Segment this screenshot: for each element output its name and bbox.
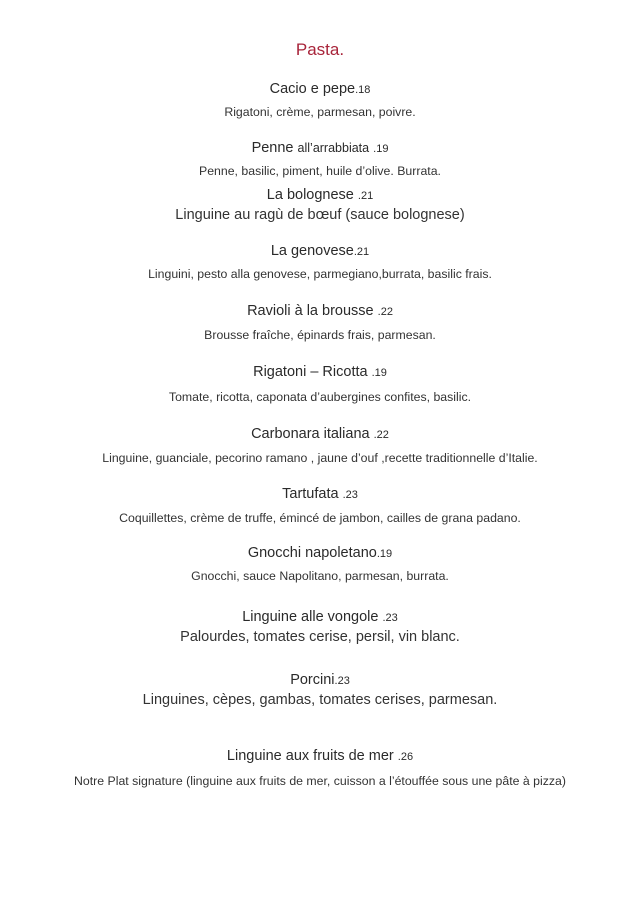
menu-item-description: Notre Plat signature (linguine aux fruits de mer, cuisson a l’étouffée sous une pâte à pizza) [74,774,566,788]
menu-item-description: Tomate, ricotta, caponata d’aubergines confites, basilic. [168,390,472,404]
menu-item-name: Carbonara italiana .22 [251,426,389,442]
item-price: .18 [355,84,371,96]
item-price: .19 [376,548,393,560]
menu-item-name: Linguine alle vongole .23 [242,609,398,625]
menu-item-name: La bolognese .21 [266,187,374,203]
item-price: .23 [382,612,398,624]
menu-item-description: Linguines, cèpes, gambas, tomates cerises, parmesan. [142,692,498,708]
menu-item-description: Coquillettes, crème de truffe, émincé de jambon, cailles de grana padano. [119,511,521,525]
menu-item-name: Ravioli à la brousse .22 [247,303,393,319]
item-price: .26 [397,751,414,763]
menu-item-description: Linguini, pesto alla genovese, parmegiano,burrata, basilic frais. [148,267,492,281]
menu-item-name: Linguine aux fruits de mer .26 [226,748,414,764]
menu-item-description: Rigatoni, crème, parmesan, poivre. [224,105,416,119]
item-price: .21 [357,190,374,202]
item-price: .19 [373,143,389,155]
menu-item-name: Penne all’arrabbiata .19 [251,140,389,156]
menu-item-name: Porcini.23 [290,672,350,688]
item-price: .23 [342,489,358,501]
menu-item-description: Gnocchi, sauce Napolitano, parmesan, burrata. [191,569,449,583]
menu-item-description: Palourdes, tomates cerise, persil, vin blanc. [180,629,460,645]
menu-item-name: Cacio e pepe.18 [269,81,371,97]
menu-item-description: Linguine, guanciale, pecorino ramano , jaune d’ouf ,recette traditionnelle d’Italie. [102,451,538,465]
menu-item-description: Penne, basilic, piment, huile d’olive. Burrata. [199,164,441,178]
item-price: .19 [371,367,387,379]
item-price: .21 [353,246,370,258]
menu-item-description: Brousse fraîche, épinards frais, parmesan. [204,328,436,342]
section-title: Pasta. [295,40,345,59]
menu-item-name: Gnocchi napoletano.19 [247,545,393,561]
menu-item-name: Rigatoni – Ricotta .19 [253,364,387,380]
item-price: .23 [334,675,350,687]
item-price: .22 [377,306,393,318]
menu-item-description: Linguine au ragù de bœuf (sauce bolognese) [175,207,465,223]
item-price: .22 [373,429,389,441]
menu-item-name: Tartufata .23 [282,486,358,502]
menu-item-name: La genovese.21 [270,243,370,259]
